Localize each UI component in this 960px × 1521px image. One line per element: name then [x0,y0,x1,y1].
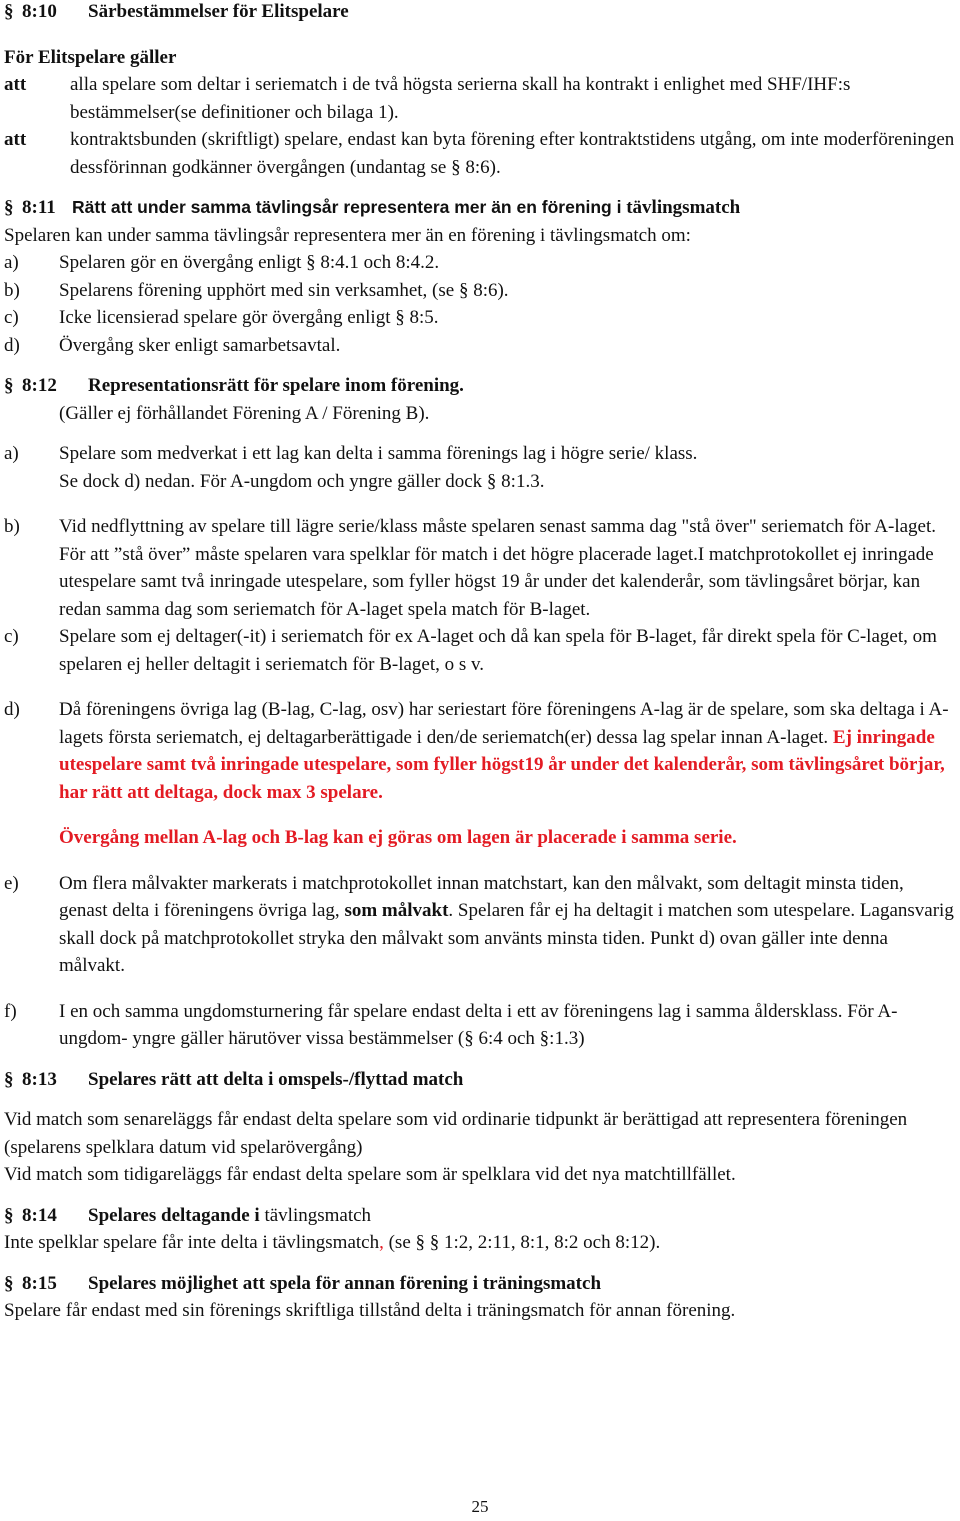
section-title: Representationsrätt för spelare inom förening. [88,375,464,396]
section-8-13-heading [4,1066,956,1094]
section-8-10-row [4,126,956,181]
item-text: Spelare som medverkat i ett lag kan delta i samma förenings lag i högre serie/ klass. [59,443,698,464]
item-text-2: För att ”stå över” måste spelaren vara spelklar för match i det högre placerade laget.I matchprotokollet ej inringade utespelare samt två inringade utespelare, som fyller högst 19 år under det kalenderår, som tävlingsåret börjar, kan redan samma dag som seriematch för A-laget spela match för B-laget. [59,543,934,620]
item-text: Då föreningens övriga lag (B-lag, C-lag, osv) har seriestart före föreningens A-lag är de spelare, som ska deltaga i A-lagets första seriematch, ej deltagarberättigade i den/de seriematch(er) dessa lag spelar innan A-laget. [59,699,949,748]
item-label: c) [4,307,19,328]
list-item [4,332,956,360]
section-sign: § [4,197,14,218]
section-sign: § [4,375,14,396]
item-label: b) [4,516,20,537]
item-label: c) [4,626,19,647]
row-label: att [4,74,27,95]
item-label: a) [4,252,19,273]
item-text-end: . Spelaren får ej ha deltagit i matchen som utespelare. Lagansvarig skall dock på matchprotokollet stryka den målvakt som använts minsta tiden. Punkt d) ovan gäller inte denna målvakt. [59,900,954,976]
item-label: f) [4,1000,17,1022]
item-red-note: Övergång mellan A-lag och B-lag kan ej göras om lagen är placerade i samma serie. [59,827,737,848]
section-number: 8:15 [22,1272,57,1294]
list-item-e [4,870,956,980]
section-8-11-heading [4,194,956,222]
item-label: d) [4,699,20,720]
section-8-13-paragraph: Vid match som senareläggs får endast delta spelare som vid ordinarie tidpunkt är berättigad att representera föreningen (spelarens spelklara datum vid spelarövergång) [4,1109,908,1158]
section-sign: § [4,1204,14,1226]
item-label: d) [4,334,20,356]
row-text: kontraktsbunden (skriftligt) spelare, endast kan byta förening efter kontraktstidens utgång, om inte moderföreningen dessförinnan godkänner övergången (undantag se § 8:6). [70,129,955,178]
item-label: b) [4,279,20,301]
section-8-14-heading [4,1202,956,1230]
item-text: Övergång sker enligt samarbetsavtal. [59,334,341,356]
list-item-f [4,998,956,1053]
list-item-b [4,513,956,623]
item-text: I en och samma ungdomsturnering får spelare endast delta i ett av föreningens lag i samma åldersklass. För A-ungdom- yngre gäller härutöver vissa bestämmelser (§ 6:4 och §:1.3) [59,1000,898,1049]
item-text: Spelare som ej deltager(-it) i seriematch för ex A-laget och då kan spela för B-laget, får direkt spela för C-laget, om spelaren ej heller deltagit i seriematch för B-laget, o s v. [59,626,937,675]
section-number: 8:10 [22,1,57,22]
section-8-12-subtitle: (Gäller ej förhållandet Förening A / Förening B). [59,402,430,424]
section-8-15-heading [4,1270,956,1298]
red-comma: , [379,1232,384,1253]
section-title: Särbestämmelser för Elitspelare [88,1,349,22]
item-bold-text: som målvakt [344,900,449,921]
section-title: Rätt att under samma tävlingsår representera mer än en förening i [72,197,622,217]
section-title: Spelares deltagande i [88,1204,260,1226]
item-text: Spelarens förening upphört med sin verksamhet, (se § 8:6). [59,279,509,301]
row-label: att [4,129,27,150]
item-label: a) [4,443,19,464]
section-8-15-paragraph: Spelare får endast med sin förenings skriftliga tillstånd delta i träningsmatch för annan förening. [4,1300,736,1321]
document-page [4,0,956,1325]
page-number: 25 [471,1497,489,1516]
item-text: Spelaren gör en övergång enligt § 8:4.1 och 8:4.2. [59,252,440,273]
item-text: Icke licensierad spelare gör övergång enligt § 8:5. [59,307,439,328]
list-item [4,249,956,277]
section-title: Spelares möjlighet att spela för annan förening i träningsmatch [88,1272,602,1294]
section-number: 8:13 [22,1068,57,1090]
paragraph-text: Inte spelklar spelare får inte delta i tävlingsmatch [4,1232,380,1253]
list-item-a [4,440,956,495]
section-8-10-subtitle: För Elitspelare gäller [4,46,177,68]
section-number: 8:11 [22,197,56,218]
row-text: alla spelare som deltar i seriematch i de två högsta serierna skall ha kontrakt i enlighet med SHF/IHF:s bestämmelser(se definitioner och bilaga 1). [70,74,851,123]
section-number: 8:14 [22,1204,57,1226]
section-sign: § [4,1272,14,1294]
list-item [4,304,956,332]
section-sign: § [4,1068,14,1090]
section-sign: § [4,1,14,22]
list-item-c [4,623,956,678]
section-8-10-heading [4,0,956,26]
section-8-10-row [4,71,956,126]
paragraph-text-end: (se § § 1:2, 2:11, 8:1, 8:2 och 8:12). [388,1232,661,1253]
item-red-text: Ej inringade utespelare samt två inringade utespelare, som fyller högst19 år under det kalenderår, som tävlingsåret börjar, har rätt att deltaga, dock max 3 spelare. [59,726,945,803]
section-title-end: tävlingsmatch [626,197,741,218]
item-text: Om flera målvakter markerats i matchprotokollet innan matchstart, kan den målvakt, som deltagit minsta tiden, genast delta i föreningens övriga lag, [59,872,904,921]
section-8-14-paragraph [4,1229,956,1257]
section-8-13-paragraph-2: Vid match som tidigareläggs får endast delta spelare som är spelklara vid det nya matchtillfället. [4,1164,736,1185]
list-item-d [4,696,956,852]
section-title-end: tävlingsmatch [264,1204,372,1226]
item-label: e) [4,872,19,894]
section-8-12-heading [4,372,956,400]
section-title: Spelares rätt att delta i omspels-/flyttad match [88,1068,464,1090]
item-text-2: Se dock d) nedan. För A-ungdom och yngre gäller dock § 8:1.3. [59,470,545,492]
section-number: 8:12 [22,375,57,396]
list-item [4,277,956,305]
item-text: Vid nedflyttning av spelare till lägre serie/klass måste spelaren senast samma dag "stå över" seriematch för A-laget. [59,516,936,537]
section-8-11-intro: Spelaren kan under samma tävlingsår representera mer än en förening i tävlingsmatch om: [4,224,691,246]
